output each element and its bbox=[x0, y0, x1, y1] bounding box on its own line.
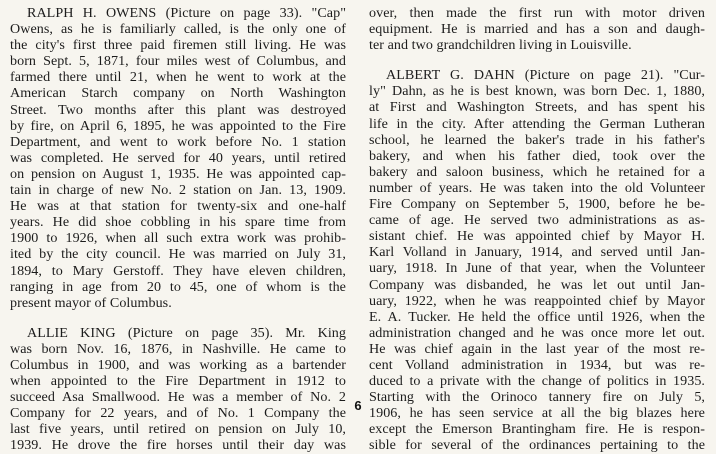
text-line: 1939. He drove the fire horses until their day was bbox=[10, 437, 346, 454]
text-line: ly" Dahn, as he is best known, was born Dec. 1, 1880, bbox=[369, 83, 705, 100]
text-line: E. A. Tucker. He held the office until 1926, when the bbox=[369, 308, 705, 325]
text-line: Fire Company on September 5, 1900, before he be- bbox=[369, 196, 705, 213]
text-line: Company for 22 years, and of No. 1 Company the bbox=[10, 405, 346, 422]
right-column bbox=[369, 5, 705, 454]
text-line: school, he learned the baker's trade in his father's bbox=[369, 131, 705, 148]
page-number: 6 bbox=[354, 398, 362, 413]
text-line: number of years. He was taken into the old Volunteer bbox=[369, 179, 705, 196]
text-line: at First and Washington Streets, and has spent his bbox=[369, 99, 705, 116]
text-line: except the Emerson Brantingham fire. He is respon- bbox=[369, 421, 705, 438]
text-line: Karl Volland in January, 1914, and served until Jan- bbox=[369, 244, 705, 261]
text-line: when appointed to the Fire Department in 1912 to bbox=[10, 373, 346, 390]
text-line: American Starch company on North Washington bbox=[10, 85, 346, 102]
paragraph-allie-king bbox=[10, 325, 346, 454]
text-line: was completed. He served for 40 years, until retired bbox=[10, 149, 346, 166]
text-line: ALBERT G. DAHN (Picture on page 21). "Cur- bbox=[386, 67, 705, 84]
text-line: by fire, on April 6, 1895, he was appointed to the Fire bbox=[10, 117, 346, 134]
text-line: Starting with the Orinoco tannery fire on July 5, bbox=[369, 389, 705, 406]
text-line: over, then made the first run with motor driven bbox=[369, 5, 705, 21]
text-line: He was at that station for twenty-six and one-half bbox=[10, 198, 346, 215]
text-line: born Sept. 5, 1871, four miles west of Columbus, and bbox=[10, 53, 346, 70]
text-line: ALLIE KING (Picture on page 35). Mr. King bbox=[27, 324, 346, 341]
text-line: equipment. He is married and has a son and daugh- bbox=[369, 21, 705, 38]
text-line: 1900 to 1926, when all such extra work was prohib- bbox=[10, 230, 346, 247]
text-line: the city's first three paid firemen still living. He was bbox=[10, 37, 346, 54]
text-line: RALPH H. OWENS (Picture on page 33). "Cap" bbox=[27, 5, 346, 21]
text-line: cent Volland administration in 1934, but was re- bbox=[369, 356, 705, 373]
paragraph-gap bbox=[369, 53, 705, 67]
text-line: uary, 1918. In June of that year, when the Volunteer bbox=[369, 260, 705, 277]
text-line: ter and two grandchildren living in Louisville. bbox=[369, 37, 632, 54]
text-line: sible for several of the ordinances pertaining to the bbox=[369, 437, 705, 454]
text-line: ranging in age from 20 to 45, one of whom is the bbox=[10, 278, 346, 295]
text-line: Owens, as he is familiarly called, is the only one of bbox=[10, 21, 346, 38]
text-line: present mayor of Columbus. bbox=[10, 294, 172, 311]
text-line: Company was disbanded, he was let out until Jan- bbox=[369, 276, 705, 293]
text-line: ited by the city council. He was married on July 31, bbox=[10, 246, 346, 263]
text-line: life in the city. After attending the German Lutheran bbox=[369, 115, 705, 132]
paragraph-ralph-owens bbox=[10, 5, 346, 311]
paragraph-gap bbox=[10, 311, 346, 325]
text-line: 1906, he has seen service at all the big blazes here bbox=[369, 405, 705, 422]
text-line: last five years, until retired on pension on July 10, bbox=[10, 421, 346, 438]
text-line: Street. Two months after this plant was destroyed bbox=[10, 101, 346, 118]
text-line: was born Nov. 16, 1876, in Nashville. He came to bbox=[10, 340, 346, 357]
text-line: uary, 1922, when he was reappointed chief by Mayor bbox=[369, 292, 705, 309]
text-line: years. He did shoe cobbling in his spare time from bbox=[10, 214, 346, 231]
text-line: sistant chief. He was appointed chief by Mayor H. bbox=[369, 228, 705, 245]
text-line: tain in charge of new No. 2 station on Jan. 13, 1909. bbox=[10, 182, 346, 199]
text-line: succeed Asa Smallwood. He was a member of No. 2 bbox=[10, 389, 346, 406]
text-line: administration changed and he was once more let out. bbox=[369, 324, 705, 341]
text-line: Department, and went to work before No. 1 station bbox=[10, 133, 346, 150]
text-line: on pension on August 1, 1935. He was appointed cap- bbox=[10, 165, 346, 182]
paragraph-albert-dahn bbox=[369, 67, 705, 453]
text-line: bakery, and when his father died, took over the bbox=[369, 147, 705, 164]
text-line: came of age. He served two administrations as as- bbox=[369, 212, 705, 229]
paragraph-allie-king-continued bbox=[369, 5, 705, 53]
text-line: 1894, to Mary Gerstoff. They have eleven children, bbox=[10, 262, 346, 279]
text-line: He was chief again in the last year of the most re- bbox=[369, 340, 705, 357]
text-line: Columbus in 1900, and was working as a bartender bbox=[10, 356, 346, 373]
text-line: duced to a private with the change of politics in 1935. bbox=[369, 373, 705, 390]
left-column bbox=[10, 5, 346, 454]
text-line: farmed there until 21, when he went to work at the bbox=[10, 69, 346, 86]
text-line: bakery and saloon business, which he retained for a bbox=[369, 163, 705, 180]
